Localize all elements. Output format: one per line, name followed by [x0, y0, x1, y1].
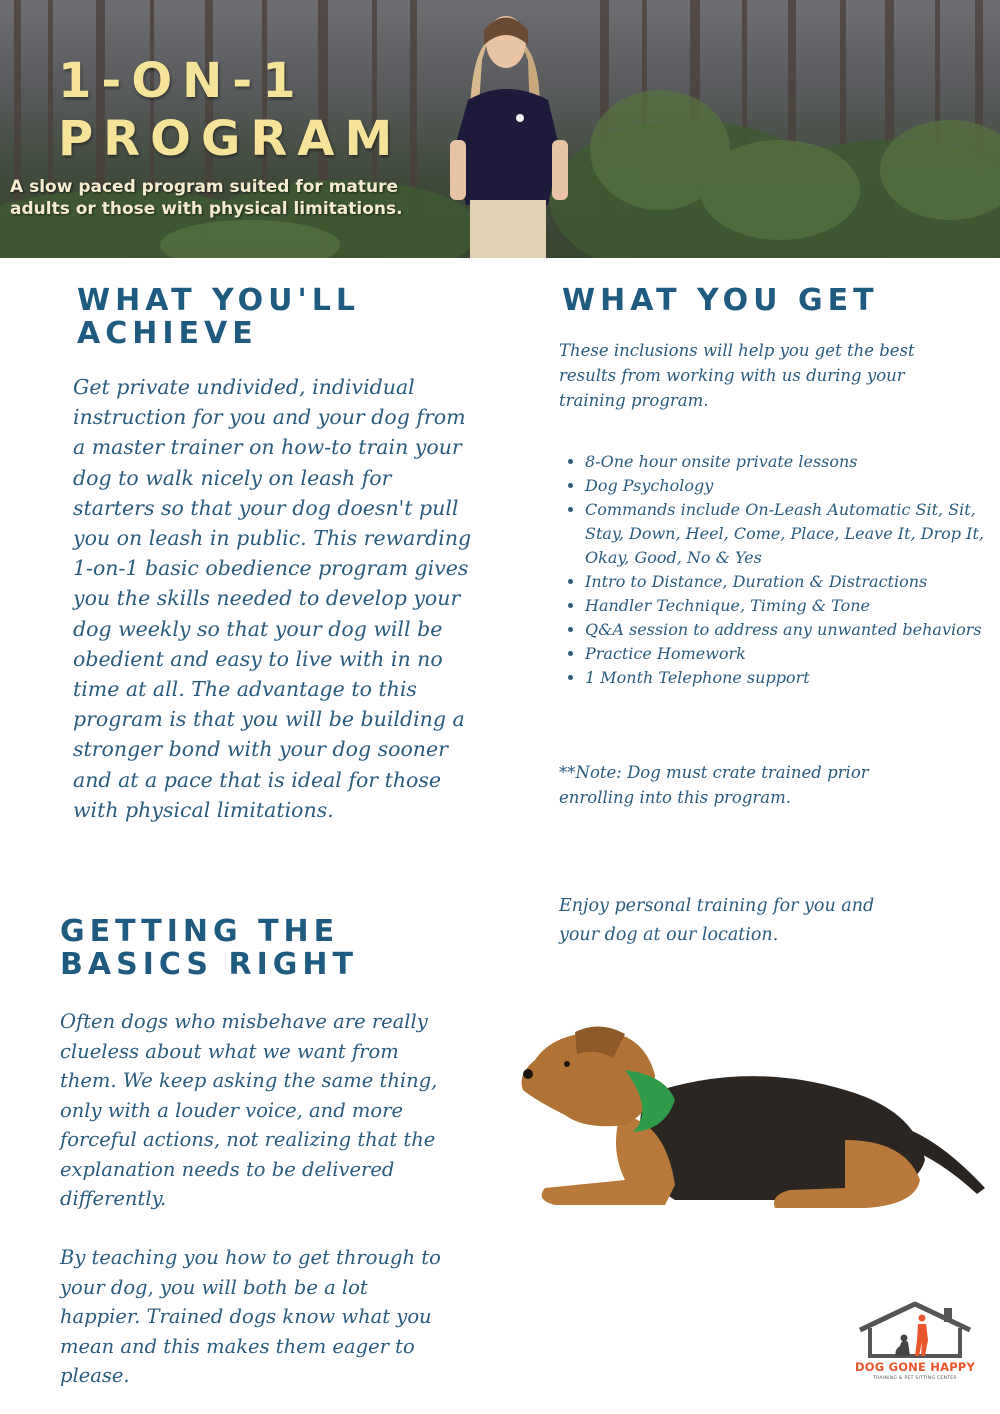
- airedale-terrier-lying-photo: [515, 1020, 990, 1220]
- basics-paragraph-1: Often dogs who misbehave are really clueless about what we want from them. We keep asking the same thing, only with a louder voice, and more forceful actions, not realizing that the explanation needs to be delivered differently.: [60, 1010, 438, 1210]
- achieve-heading: [77, 284, 360, 350]
- page-title: [58, 52, 402, 168]
- basics-heading-line1: GETTING THE: [60, 914, 340, 949]
- hero-banner: [0, 0, 1000, 258]
- page-subtitle: A slow paced program suited for mature adults or those with physical limitations.: [10, 177, 403, 219]
- list-item: • Dog Psychology: [585, 474, 985, 498]
- list-item: • Handler Technique, Timing & Tone: [585, 594, 985, 618]
- page-title-line1: 1-ON-1: [58, 53, 306, 109]
- logo-name: DOG GONE HAPPY: [855, 1360, 975, 1374]
- list-item: • 8-One hour onsite private lessons: [585, 450, 985, 474]
- inclusions-list: [560, 450, 985, 690]
- basics-heading: [60, 915, 358, 981]
- get-heading: WHAT YOU GET: [562, 283, 879, 318]
- dog-gone-happy-logo: [852, 1300, 978, 1385]
- list-item: • Q&A session to address any unwanted behaviors: [585, 618, 985, 642]
- achieve-heading-line1: WHAT YOU'LL: [77, 283, 360, 318]
- get-note: **Note: Dog must crate trained prior enrolling into this program.: [559, 763, 869, 807]
- list-item: • Intro to Distance, Duration & Distractions: [585, 570, 985, 594]
- logo-tagline: TRAINING & PET SITTING CENTER: [873, 1376, 957, 1381]
- get-enjoy: Enjoy personal training for you and your dog at our location.: [559, 896, 875, 945]
- list-item: • Commands include On-Leash Automatic Sit, Sit, Stay, Down, Heel, Come, Place, Leave It, Drop It, Okay, Good, No & Yes: [585, 498, 985, 570]
- basics-paragraph-2: By teaching you how to get through to your dog, you will both be a lot happier. Trained dogs know what you mean and this makes them eager to please.: [60, 1246, 441, 1387]
- achieve-heading-line2: ACHIEVE: [77, 316, 258, 351]
- list-item: • Practice Homework: [585, 642, 985, 666]
- page-title-line2: PROGRAM: [58, 111, 403, 167]
- house-person-dog-icon: [852, 1300, 978, 1360]
- basics-heading-line2: BASICS RIGHT: [60, 947, 358, 982]
- get-intro: These inclusions will help you get the best results from working with us during your training program.: [559, 341, 915, 410]
- list-item: • 1 Month Telephone support: [585, 666, 985, 690]
- achieve-body: Get private undivided, individual instruction for you and your dog from a master trainer on how-to train your dog to walk nicely on leash for starters so that your dog doesn't pull you on leash in public. This rewarding 1-on-1 basic obedience program gives you the skills needed to develop your dog weekly so that your dog will be obedient and easy to live with in no time at all. The advantage to this program is that you will be building a stronger bond with your dog sooner and at a pace that is ideal for those with physical limitations.: [73, 375, 472, 822]
